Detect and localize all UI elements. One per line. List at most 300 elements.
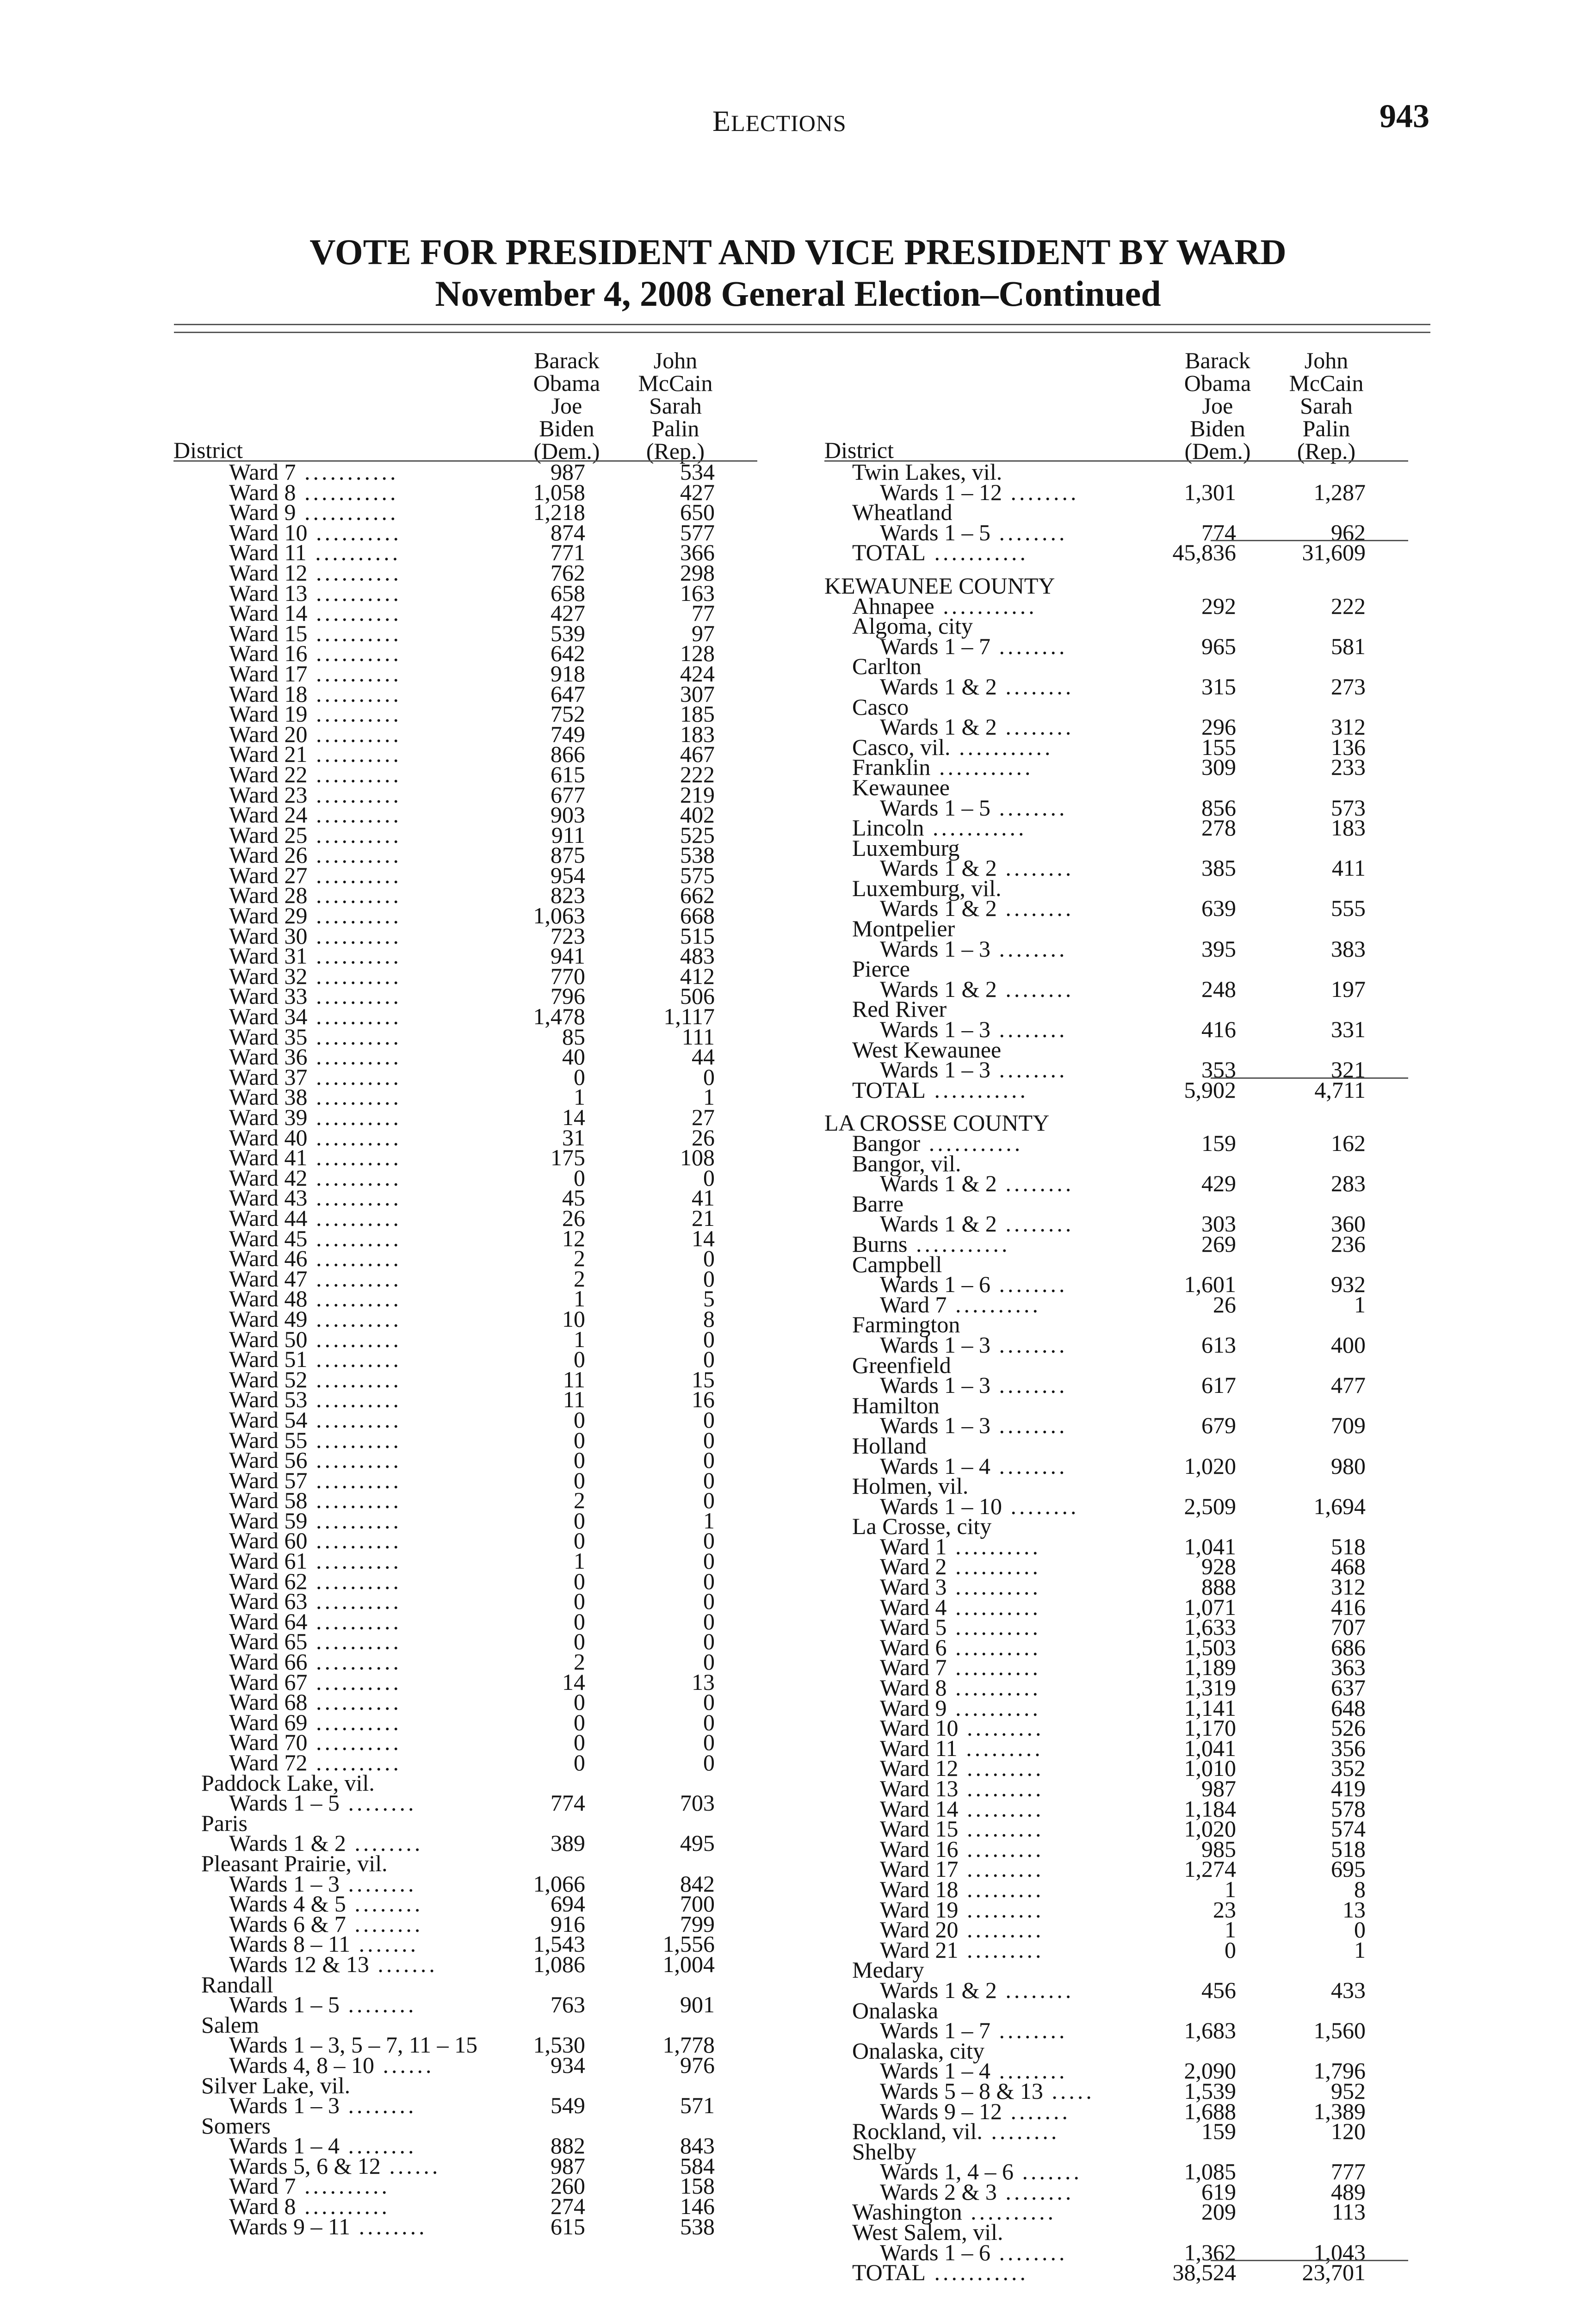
leader-dots: ........ <box>990 2239 1068 2265</box>
rep-heading-line: McCain <box>638 370 713 396</box>
district-label: Greenfield <box>852 1352 951 1378</box>
rep-votes: 363 <box>1331 1654 1366 1681</box>
title-line-2: November 4, 2008 General Election–Continued <box>435 273 1161 314</box>
district-label: Ward 44 .......... <box>229 1205 402 1231</box>
dem-votes: 159 <box>1201 1130 1236 1156</box>
rep-votes: 15 <box>692 1366 715 1392</box>
leader-dots: .......... <box>307 1064 402 1090</box>
district-label: Ward 49 .......... <box>229 1305 402 1332</box>
dem-votes: 823 <box>551 882 585 909</box>
district-label: Wards 1 – 7 ........ <box>880 2017 1068 2044</box>
table-row <box>173 1790 757 1816</box>
district-label: Ward 52 .......... <box>229 1366 402 1392</box>
district-label: KEWAUNEE COUNTY <box>824 572 1055 599</box>
rep-votes: 183 <box>680 721 715 747</box>
district-label: Ward 25 .......... <box>229 822 402 848</box>
rep-votes: 312 <box>1331 714 1366 740</box>
rep-votes: 0 <box>703 1689 715 1715</box>
district-label: Ward 63 .......... <box>229 1588 402 1614</box>
running-header-rest: LECTIONS <box>731 110 847 136</box>
dem-votes: 941 <box>551 943 585 969</box>
rep-heading-line: (Rep.) <box>1297 438 1356 464</box>
leader-dots: .......... <box>307 1185 402 1211</box>
dem-votes: 23 <box>1213 1896 1236 1923</box>
dem-votes: 155 <box>1201 734 1236 760</box>
rep-votes: 577 <box>680 519 715 545</box>
rep-votes: 571 <box>680 2092 715 2119</box>
district-label: Ward 33 .......... <box>229 983 402 1009</box>
district-label: Hamilton <box>852 1392 940 1418</box>
dem-votes: 1,189 <box>1184 1654 1236 1681</box>
dem-votes: 965 <box>1201 633 1236 659</box>
table-row <box>824 539 1408 566</box>
dem-votes: 209 <box>1201 2199 1236 2225</box>
leader-dots: .......... <box>307 1447 402 1473</box>
district-label: Ward 16 .......... <box>229 640 402 667</box>
district-label: Ward 8 ........... <box>229 479 399 505</box>
leader-dots: ........ <box>1002 479 1079 505</box>
dem-votes: 770 <box>551 963 585 989</box>
dem-votes: 617 <box>1201 1372 1236 1398</box>
title-line-1: VOTE FOR PRESIDENT AND VICE PRESIDENT BY WARD <box>309 232 1287 272</box>
rep-votes: 1 <box>703 1507 715 1534</box>
rep-votes: 307 <box>680 680 715 707</box>
leader-dots: ........... <box>296 459 399 485</box>
district-label: Ward 14 ......... <box>880 1795 1044 1822</box>
district-label: Ward 19 .......... <box>229 701 402 727</box>
rep-votes: 0 <box>703 1326 715 1352</box>
leader-dots: ........... <box>925 539 1028 566</box>
district-label: Ward 2 .......... <box>880 1553 1041 1580</box>
dem-votes: 1,058 <box>533 479 585 505</box>
table-row <box>824 1331 1408 1358</box>
leader-dots: .......... <box>946 1695 1041 1721</box>
dem-votes: 385 <box>1201 855 1236 881</box>
dem-votes: 303 <box>1201 1211 1236 1237</box>
leader-dots: .......... <box>307 559 402 586</box>
dem-votes: 427 <box>551 600 585 626</box>
district-label: Ward 66 .......... <box>229 1649 402 1675</box>
leader-dots: .......... <box>307 1729 402 1756</box>
dem-votes: 2 <box>574 1649 585 1675</box>
rep-votes: 777 <box>1331 2158 1366 2185</box>
leader-dots: ......... <box>958 1715 1044 1741</box>
leader-dots: .......... <box>307 1084 402 1110</box>
rep-votes: 158 <box>680 2173 715 2199</box>
dem-votes: 274 <box>551 2193 585 2220</box>
dem-votes: 987 <box>551 459 585 485</box>
leader-dots: ........... <box>950 734 1053 760</box>
district-heading: District <box>824 437 894 463</box>
district-label: Ward 50 .......... <box>229 1326 402 1352</box>
district-label: Pleasant Prairie, vil. <box>201 1850 388 1876</box>
rep-votes: 483 <box>680 943 715 969</box>
district-label: Ward 56 .......... <box>229 1447 402 1473</box>
district-label: Wards 1 – 7 ........ <box>880 633 1068 659</box>
rep-votes: 574 <box>1331 1816 1366 1842</box>
district-label: Ward 23 .......... <box>229 781 402 808</box>
leader-dots: ........... <box>930 754 1033 780</box>
district-label: TOTAL ........... <box>852 2259 1028 2286</box>
leader-dots: .......... <box>307 1588 402 1614</box>
dem-votes: 1,041 <box>1184 1533 1236 1559</box>
rep-heading-line: Palin <box>1302 415 1350 441</box>
leader-dots: .......... <box>946 1533 1041 1559</box>
rep-votes: 1 <box>703 1084 715 1110</box>
dem-votes: 749 <box>551 721 585 747</box>
leader-dots: ...... <box>374 2052 434 2078</box>
dem-votes: 0 <box>574 1709 585 1735</box>
rep-votes: 0 <box>703 1164 715 1191</box>
dem-votes: 0 <box>574 1608 585 1634</box>
leader-dots: .......... <box>307 1608 402 1634</box>
leader-dots: .......... <box>946 1634 1041 1660</box>
leader-dots: .......... <box>307 1144 402 1171</box>
leader-dots: .......... <box>307 903 402 929</box>
district-label: Ward 7 .......... <box>880 1654 1041 1681</box>
leader-dots: ......... <box>958 1795 1044 1822</box>
district-label: Ward 68 .......... <box>229 1689 402 1715</box>
rep-votes: 77 <box>692 600 715 626</box>
leader-dots: ......... <box>958 1816 1044 1842</box>
dem-heading-line: Biden <box>539 415 594 441</box>
left-rows <box>173 459 757 2239</box>
leader-dots: .......... <box>946 1574 1041 1600</box>
rep-votes: 424 <box>680 660 715 686</box>
dem-votes: 1,601 <box>1184 1271 1236 1298</box>
rep-votes: 0 <box>703 1346 715 1373</box>
district-label: Ward 35 .......... <box>229 1023 402 1050</box>
dem-votes: 1 <box>574 1286 585 1312</box>
rep-votes: 97 <box>692 620 715 646</box>
dem-votes: 888 <box>1201 1574 1236 1600</box>
leader-dots: ........ <box>996 1977 1074 2003</box>
leader-dots: .......... <box>307 660 402 686</box>
leader-dots: .......... <box>307 1649 402 1675</box>
district-label: Ward 38 .......... <box>229 1084 402 1110</box>
district-label: Ward 17 ......... <box>880 1856 1044 1882</box>
dem-votes: 752 <box>551 701 585 727</box>
dem-votes: 639 <box>1201 895 1236 921</box>
district-label: Wards 1 – 3 ........ <box>229 2092 417 2119</box>
district-label: Wards 1 – 5 ........ <box>880 794 1068 821</box>
leader-dots: .......... <box>307 802 402 828</box>
table-row <box>824 1170 1408 1197</box>
dem-votes: 796 <box>551 983 585 1009</box>
leader-dots: .......... <box>307 701 402 727</box>
dem-votes: 395 <box>1201 935 1236 962</box>
leader-dots: ........ <box>990 1271 1068 1298</box>
rep-votes: 321 <box>1331 1057 1366 1083</box>
district-label: Ward 30 .......... <box>229 922 402 949</box>
district-label: Wards 1 & 2 ........ <box>880 1211 1074 1237</box>
rep-votes: 526 <box>1331 1715 1366 1741</box>
leader-dots: .......... <box>307 842 402 868</box>
leader-dots: ........ <box>990 633 1068 659</box>
dem-votes: 416 <box>1201 1016 1236 1043</box>
dem-votes: 0 <box>574 1447 585 1473</box>
leader-dots: .......... <box>307 862 402 888</box>
leader-dots: .......... <box>307 1406 402 1433</box>
district-label: Lincoln ........... <box>852 815 1027 841</box>
rep-votes: 0 <box>703 1487 715 1514</box>
district-label: Ward 11 .......... <box>229 539 401 566</box>
rep-votes: 976 <box>680 2052 715 2078</box>
leader-dots: .......... <box>296 2173 390 2199</box>
leader-dots: .......... <box>307 922 402 949</box>
district-label: Ward 13 .......... <box>229 580 402 606</box>
district-label: Burns ........... <box>852 1231 1010 1257</box>
dem-votes: 1,478 <box>533 1003 585 1030</box>
leader-dots: ....... <box>369 1951 438 1977</box>
district-label: Ward 61 .......... <box>229 1548 402 1574</box>
dem-votes: 866 <box>551 741 585 767</box>
dem-votes: 774 <box>551 1790 585 1816</box>
district-label: Ward 54 .......... <box>229 1406 402 1433</box>
rep-votes: 0 <box>703 1649 715 1675</box>
dem-votes: 549 <box>551 2092 585 2119</box>
dem-votes: 389 <box>551 1830 585 1856</box>
table-row <box>173 1406 757 1433</box>
rep-votes: 648 <box>1331 1695 1366 1721</box>
dem-votes: 0 <box>574 1588 585 1614</box>
leader-dots: ........ <box>990 1331 1068 1358</box>
district-label: Ward 10 .......... <box>229 519 402 545</box>
district-label: Holmen, vil. <box>852 1473 969 1499</box>
dem-votes: 45,836 <box>1172 539 1236 566</box>
rep-votes: 842 <box>680 1870 715 1897</box>
rep-votes: 1,796 <box>1313 2058 1366 2084</box>
rep-votes: 416 <box>1331 1594 1366 1620</box>
leader-dots: ........ <box>1002 1493 1079 1519</box>
district-label: Wards 1 – 3 ........ <box>880 935 1068 962</box>
rep-votes: 1 <box>1354 1291 1366 1317</box>
dem-votes: 0 <box>574 1467 585 1493</box>
dem-votes: 11 <box>563 1386 585 1413</box>
leader-dots: .......... <box>307 1709 402 1735</box>
rep-votes: 8 <box>703 1305 715 1332</box>
district-label: Ward 11 ......... <box>880 1735 1043 1761</box>
rep-votes: 0 <box>703 1729 715 1756</box>
leader-dots: .......... <box>307 1326 402 1352</box>
leader-dots: .......... <box>307 1386 402 1413</box>
district-label: Ward 15 .......... <box>229 620 402 646</box>
rep-votes: 901 <box>680 1991 715 2018</box>
dem-votes: 2 <box>574 1245 585 1272</box>
right-rows <box>824 459 1408 2286</box>
district-label: West Kewaunee <box>852 1036 1002 1063</box>
district-label: Wards 1 & 2 ........ <box>880 855 1074 881</box>
dem-votes: 14 <box>562 1104 585 1130</box>
dem-votes: 723 <box>551 922 585 949</box>
rep-votes: 538 <box>680 2213 715 2239</box>
dem-votes: 1,170 <box>1184 1715 1236 1741</box>
dem-votes: 175 <box>551 1144 585 1171</box>
district-label: Wards 9 – 12 ....... <box>880 2098 1070 2124</box>
district-label: Ward 47 .......... <box>229 1265 402 1292</box>
leader-dots: .......... <box>946 1675 1041 1701</box>
dem-votes: 694 <box>551 1891 585 1917</box>
district-label: Ward 3 .......... <box>880 1574 1041 1600</box>
district-label: Wards 1 – 3 ........ <box>880 1331 1068 1358</box>
rep-votes: 0 <box>703 1528 715 1554</box>
page-number: 943 <box>1379 98 1429 135</box>
dem-votes: 918 <box>551 660 585 686</box>
rep-votes: 932 <box>1331 1271 1366 1298</box>
dem-votes: 911 <box>551 822 585 848</box>
dem-votes: 2 <box>574 1487 585 1514</box>
district-label: Ward 21 .......... <box>229 741 402 767</box>
leader-dots: .......... <box>307 983 402 1009</box>
rep-votes: 136 <box>1331 734 1366 760</box>
rep-votes: 16 <box>692 1386 715 1413</box>
leader-dots: ........ <box>990 2017 1068 2044</box>
dem-votes: 0 <box>574 1729 585 1756</box>
dem-votes: 774 <box>1201 519 1236 545</box>
district-label: Medary <box>852 1957 924 1983</box>
dem-votes: 2,509 <box>1184 1493 1236 1519</box>
rep-votes: 1,004 <box>662 1951 715 1977</box>
leader-dots: ........ <box>346 1830 423 1856</box>
dem-votes: 1,301 <box>1184 479 1236 505</box>
district-label: Wards 2 & 3 ........ <box>880 2178 1074 2205</box>
district-label: Wards 1 – 3 ........ <box>880 1412 1068 1439</box>
rep-heading-line: Sarah <box>649 393 702 419</box>
leader-dots: ........ <box>990 1016 1068 1043</box>
rep-votes: 0 <box>703 1447 715 1473</box>
rep-votes: 468 <box>1331 1553 1366 1580</box>
leader-dots: ........ <box>996 2178 1074 2205</box>
dem-votes: 248 <box>1201 976 1236 1002</box>
district-label: Ward 14 .......... <box>229 600 402 626</box>
district-label: Ward 26 .......... <box>229 842 402 868</box>
rep-votes: 419 <box>1331 1775 1366 1801</box>
rep-votes: 477 <box>1331 1372 1366 1398</box>
leader-dots: ......... <box>958 1876 1044 1902</box>
dem-votes: 269 <box>1201 1231 1236 1257</box>
table-row <box>173 660 757 686</box>
page-title <box>167 231 1429 315</box>
leader-dots: .......... <box>307 1003 402 1030</box>
dem-votes: 26 <box>562 1205 585 1231</box>
district-label: Wards 5, 6 & 12 ...... <box>229 2152 441 2179</box>
rep-votes: 0 <box>703 1265 715 1292</box>
title-double-rule <box>174 324 1430 333</box>
dem-column-heading <box>507 349 627 463</box>
district-label: Ward 8 .......... <box>880 1675 1041 1701</box>
leader-dots: .......... <box>307 721 402 747</box>
district-label: Wards 1 – 3 ........ <box>880 1016 1068 1043</box>
dem-votes: 1,020 <box>1184 1816 1236 1842</box>
district-label: Holland <box>852 1432 927 1459</box>
rep-votes: 4,711 <box>1314 1076 1366 1103</box>
rep-votes: 146 <box>680 2193 715 2220</box>
rep-votes: 0 <box>703 1467 715 1493</box>
leader-dots: ........... <box>920 1130 1023 1156</box>
district-label: Wards 1 & 2 ........ <box>880 673 1074 699</box>
running-header-initial: E <box>712 105 731 137</box>
leader-dots: ........ <box>990 2058 1068 2084</box>
district-label: Ward 29 .......... <box>229 903 402 929</box>
district-label: Washington .......... <box>852 2199 1057 2225</box>
dem-votes: 0 <box>574 1406 585 1433</box>
rep-votes: 0 <box>703 1548 715 1574</box>
leader-dots: ........ <box>340 2092 417 2119</box>
leader-dots: ....... <box>1014 2158 1082 2185</box>
table-row <box>173 2213 757 2239</box>
district-label: Ward 20 ......... <box>880 1917 1044 1943</box>
district-label: Wards 4, 8 – 10 ...... <box>229 2052 434 2078</box>
district-label: Ward 21 ......... <box>880 1936 1044 1963</box>
leader-dots: ..... <box>1043 2078 1095 2104</box>
rep-votes: 637 <box>1331 1675 1366 1701</box>
rep-votes: 283 <box>1331 1170 1366 1197</box>
dem-votes: 309 <box>1201 754 1236 780</box>
dem-votes: 456 <box>1201 1977 1236 2003</box>
district-label: Ward 37 .......... <box>229 1064 402 1090</box>
rep-votes: 120 <box>1331 2118 1366 2145</box>
table-row <box>824 673 1408 699</box>
rep-votes: 952 <box>1331 2078 1366 2104</box>
leader-dots: .......... <box>307 963 402 989</box>
rep-votes: 219 <box>680 781 715 808</box>
dem-votes: 31 <box>562 1124 585 1150</box>
leader-dots: ........ <box>996 976 1074 1002</box>
leader-dots: .......... <box>307 1467 402 1493</box>
leader-dots: ......... <box>958 1775 1044 1801</box>
leader-dots: .......... <box>307 1487 402 1514</box>
left-column <box>173 347 757 2239</box>
rep-votes: 183 <box>1331 815 1366 841</box>
dem-votes: 762 <box>551 559 585 586</box>
rep-votes: 13 <box>1342 1896 1366 1923</box>
district-label: Bangor ........... <box>852 1130 1023 1156</box>
dem-votes: 1,530 <box>533 2032 585 2058</box>
district-label: Wards 1 – 10 ........ <box>880 1493 1079 1519</box>
dem-votes: 677 <box>551 781 585 808</box>
district-label: Red River <box>852 996 947 1022</box>
district-label: Luxemburg, vil. <box>852 875 1002 901</box>
dem-heading-line: Joe <box>1202 393 1233 419</box>
leader-dots: .......... <box>307 1628 402 1655</box>
district-label: Ward 27 .......... <box>229 862 402 888</box>
rep-votes: 273 <box>1331 673 1366 699</box>
table-row <box>824 2259 1408 2286</box>
district-label: Barre <box>852 1190 904 1217</box>
district-label: Ward 67 .......... <box>229 1669 402 1695</box>
rep-votes: 233 <box>1331 754 1366 780</box>
rep-votes: 0 <box>703 1427 715 1453</box>
dem-votes: 985 <box>1201 1836 1236 1862</box>
district-heading-row <box>824 774 1408 800</box>
leader-dots: .......... <box>307 943 402 969</box>
district-label: Ward 41 .......... <box>229 1144 402 1171</box>
leader-dots: ........ <box>996 1170 1074 1197</box>
district-label: Ward 12 .......... <box>229 559 402 586</box>
district-label: Ward 65 .......... <box>229 1628 402 1655</box>
rep-votes: 518 <box>1331 1836 1366 1862</box>
dem-votes: 642 <box>551 640 585 667</box>
leader-dots: .......... <box>307 1568 402 1594</box>
leader-dots: ....... <box>350 1931 419 1957</box>
dem-votes: 1 <box>1225 1876 1236 1902</box>
rep-votes: 433 <box>1331 1977 1366 2003</box>
leader-dots: ........ <box>990 1453 1068 1479</box>
leader-dots: .......... <box>946 1594 1041 1620</box>
rep-votes: 0 <box>703 1406 715 1433</box>
leader-dots: ......... <box>957 1735 1043 1761</box>
dem-votes: 1,688 <box>1184 2098 1236 2124</box>
